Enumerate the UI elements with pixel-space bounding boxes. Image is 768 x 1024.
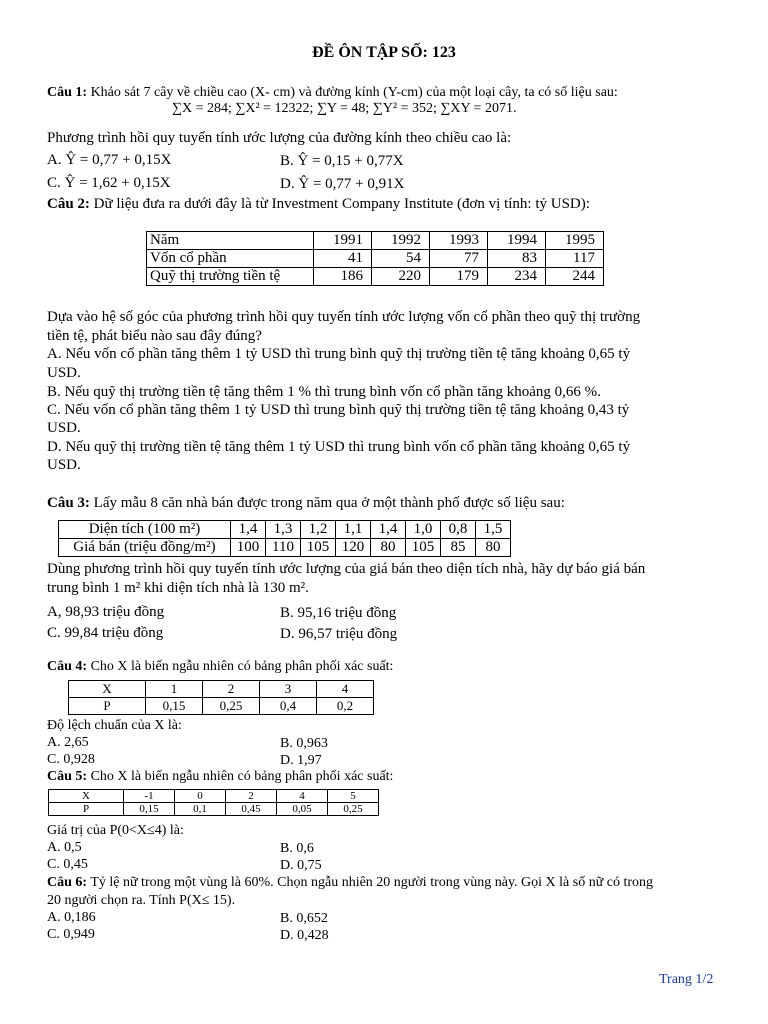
- table-cell: 54: [372, 250, 430, 268]
- table-cell: 83: [488, 250, 546, 268]
- q4-option-d: D. 1,97: [280, 753, 322, 768]
- q3-option-a: A, 98,93 triệu đồng: [47, 604, 165, 620]
- table-cell: 244: [546, 268, 604, 286]
- table-cell: 117: [546, 250, 604, 268]
- q1-label: Câu 1:: [47, 85, 88, 100]
- table-cell: 0: [175, 790, 226, 803]
- table-cell: 105: [406, 539, 441, 557]
- table-cell: Diện tích (100 m²): [59, 521, 231, 539]
- q6-text: Tỷ lệ nữ trong một vùng là 60%. Chọn ngẫu nhiên 20 người trong vùng này. Gọi X là số nữ có trong: [90, 875, 654, 890]
- q6-intro: [47, 876, 653, 890]
- table-cell: 105: [301, 539, 336, 557]
- table-cell: 0,1: [175, 803, 226, 816]
- table-cell: 1,0: [406, 521, 441, 539]
- table-cell: 234: [488, 268, 546, 286]
- q2-text: Dữ liệu đưa ra dưới đây là từ Investment Company Institute (đơn vị tính: tỷ USD):: [93, 196, 590, 212]
- table-cell: 110: [266, 539, 301, 557]
- table-cell: 120: [336, 539, 371, 557]
- table-cell: 1: [146, 681, 203, 698]
- table-cell: 1994: [488, 232, 546, 250]
- q5-intro: [47, 770, 393, 784]
- table-cell: 0,15: [124, 803, 175, 816]
- table-cell: 1,3: [266, 521, 301, 539]
- q1-option-a: A. Ŷ = 0,77 + 0,15X: [47, 152, 172, 168]
- table-row: [59, 521, 511, 539]
- q1-option-d: D. Ŷ = 0,77 + 0,91X: [280, 176, 405, 192]
- table-cell: 1,4: [371, 521, 406, 539]
- q2-option-d-cont: USD.: [47, 457, 81, 473]
- q6-option-d: D. 0,428: [280, 928, 329, 943]
- table-cell: 220: [372, 268, 430, 286]
- q5-option-a: A. 0,5: [47, 840, 82, 855]
- table-cell: 2: [203, 681, 260, 698]
- table-cell: 1,4: [231, 521, 266, 539]
- table-cell: 0,4: [260, 698, 317, 715]
- q1-text: Khảo sát 7 cây về chiều cao (X- cm) và đường kính (Y-cm) của một loại cây, ta có số liệu sau:: [90, 85, 618, 100]
- q2-table: [146, 231, 604, 286]
- q2-label: Câu 2:: [47, 196, 90, 212]
- table-cell: 1993: [430, 232, 488, 250]
- q3-option-c: C. 99,84 triệu đồng: [47, 625, 164, 641]
- table-cell: 100: [231, 539, 266, 557]
- q5-option-d: D. 0,75: [280, 858, 322, 873]
- table-cell: 85: [441, 539, 476, 557]
- q2-option-c: C. Nếu vốn cổ phần tăng thêm 1 tỷ USD thì trung bình quỹ thị trường tiền tệ tăng khoảng 0,43 tỷ: [47, 402, 630, 418]
- table-cell: Giá bán (triệu đồng/m²): [59, 539, 231, 557]
- q6-label: Câu 6:: [47, 875, 88, 890]
- q2-question-line2: tiền tệ, phát biểu nào sau đây đúng?: [47, 328, 262, 344]
- table-row: [59, 539, 511, 557]
- q2-option-d: D. Nếu quỹ thị trường tiền tệ tăng thêm 1 tỷ USD thì trung bình vốn cổ phần tăng khoảng 0,65 tỷ: [47, 439, 631, 455]
- q4-question: Độ lệch chuẩn của X là:: [47, 718, 182, 733]
- q1-formula: ∑X = 284; ∑X² = 12322; ∑Y = 48; ∑Y² = 352; ∑XY = 2071.: [172, 101, 517, 116]
- q4-text: Cho X là biến ngẫu nhiên có bảng phân phối xác suất:: [90, 659, 394, 674]
- table-row: [69, 681, 374, 698]
- q3-option-b: B. 95,16 triệu đồng: [280, 605, 397, 621]
- table-cell: 1,5: [476, 521, 511, 539]
- q4-option-b: B. 0,963: [280, 736, 328, 751]
- table-cell: 186: [314, 268, 372, 286]
- table-cell: 1995: [546, 232, 604, 250]
- table-cell: P: [69, 698, 146, 715]
- q6-option-a: A. 0,186: [47, 910, 96, 925]
- table-row: [49, 803, 379, 816]
- q4-table: [68, 680, 374, 715]
- table-cell: 1991: [314, 232, 372, 250]
- q2-intro: [47, 197, 590, 212]
- page-number: Trang 1/2: [659, 972, 714, 987]
- q4-label: Câu 4:: [47, 659, 88, 674]
- table-cell: 0,2: [317, 698, 374, 715]
- table-cell: 4: [277, 790, 328, 803]
- q5-table: [48, 789, 379, 816]
- q5-option-b: B. 0,6: [280, 841, 314, 856]
- table-cell: 3: [260, 681, 317, 698]
- table-cell: 0,05: [277, 803, 328, 816]
- table-cell: X: [69, 681, 146, 698]
- table-cell: P: [49, 803, 124, 816]
- table-row: [69, 698, 374, 715]
- table-cell: 80: [476, 539, 511, 557]
- table-cell: 0,25: [203, 698, 260, 715]
- q6-option-c: C. 0,949: [47, 927, 95, 942]
- table-row: [49, 790, 379, 803]
- q1-question: Phương trình hồi quy tuyến tính ước lượng của đường kính theo chiều cao là:: [47, 130, 512, 146]
- table-cell: 0,45: [226, 803, 277, 816]
- table-row: [147, 250, 604, 268]
- table-cell: 80: [371, 539, 406, 557]
- q5-text: Cho X là biến ngẫu nhiên có bảng phân phối xác suất:: [90, 769, 394, 784]
- q2-option-a: A. Nếu vốn cổ phần tăng thêm 1 tỷ USD thì trung bình quỹ thị trường tiền tệ tăng khoảng 0,65 tỷ: [47, 346, 631, 362]
- table-cell: Quỹ thị trường tiền tệ: [147, 268, 314, 286]
- table-cell: 5: [328, 790, 379, 803]
- table-row: [147, 232, 604, 250]
- q3-label: Câu 3:: [47, 495, 90, 511]
- table-cell: 179: [430, 268, 488, 286]
- q3-table: [58, 520, 511, 557]
- table-cell: 1992: [372, 232, 430, 250]
- table-cell: Vốn cổ phần: [147, 250, 314, 268]
- table-cell: 1,1: [336, 521, 371, 539]
- q4-option-a: A. 2,65: [47, 735, 89, 750]
- q3-intro: [47, 496, 565, 511]
- table-cell: 2: [226, 790, 277, 803]
- q1-option-b: B. Ŷ = 0,15 + 0,77X: [280, 153, 404, 169]
- table-cell: 41: [314, 250, 372, 268]
- table-cell: Năm: [147, 232, 314, 250]
- table-cell: 0,25: [328, 803, 379, 816]
- table-row: [147, 268, 604, 286]
- q5-question: Giá trị của P(0<X≤4) là:: [47, 823, 184, 838]
- q2-option-b: B. Nếu quỹ thị trường tiền tệ tăng thêm 1 % thì trung bình vốn cổ phần tăng khoảng 0,66 %.: [47, 384, 601, 400]
- q1-option-c: C. Ŷ = 1,62 + 0,15X: [47, 175, 171, 191]
- q2-option-c-cont: USD.: [47, 420, 81, 436]
- q3-question-line2: trung bình 1 m² khi diện tích nhà là 130 m².: [47, 580, 309, 596]
- table-cell: 0,8: [441, 521, 476, 539]
- table-cell: 0,15: [146, 698, 203, 715]
- q4-option-c: C. 0,928: [47, 752, 95, 767]
- q2-question-line1: Dựa vào hệ số góc của phương trình hồi quy tuyến tính ước lượng vốn cổ phần theo quỹ thị trường: [47, 309, 641, 325]
- exam-title: ĐỀ ÔN TẬP SỐ: 123: [312, 44, 456, 61]
- table-cell: X: [49, 790, 124, 803]
- q6-option-b: B. 0,652: [280, 911, 328, 926]
- q3-option-d: D. 96,57 triệu đồng: [280, 626, 398, 642]
- table-cell: 1,2: [301, 521, 336, 539]
- table-cell: 4: [317, 681, 374, 698]
- q2-option-a-cont: USD.: [47, 365, 81, 381]
- q1-intro: [47, 86, 618, 100]
- q6-text-line2: 20 người chọn ra. Tính P(X≤ 15).: [47, 893, 236, 908]
- table-cell: 77: [430, 250, 488, 268]
- q3-question-line1: Dùng phương trình hồi quy tuyến tính ước lượng của giá bán theo diện tích nhà, hãy dự báo giá bán: [47, 561, 646, 577]
- q4-intro: [47, 660, 393, 674]
- table-cell: -1: [124, 790, 175, 803]
- q3-text: Lấy mẫu 8 căn nhà bán được trong năm qua ở một thành phố được số liệu sau:: [93, 495, 565, 511]
- q5-label: Câu 5:: [47, 769, 88, 784]
- q5-option-c: C. 0,45: [47, 857, 88, 872]
